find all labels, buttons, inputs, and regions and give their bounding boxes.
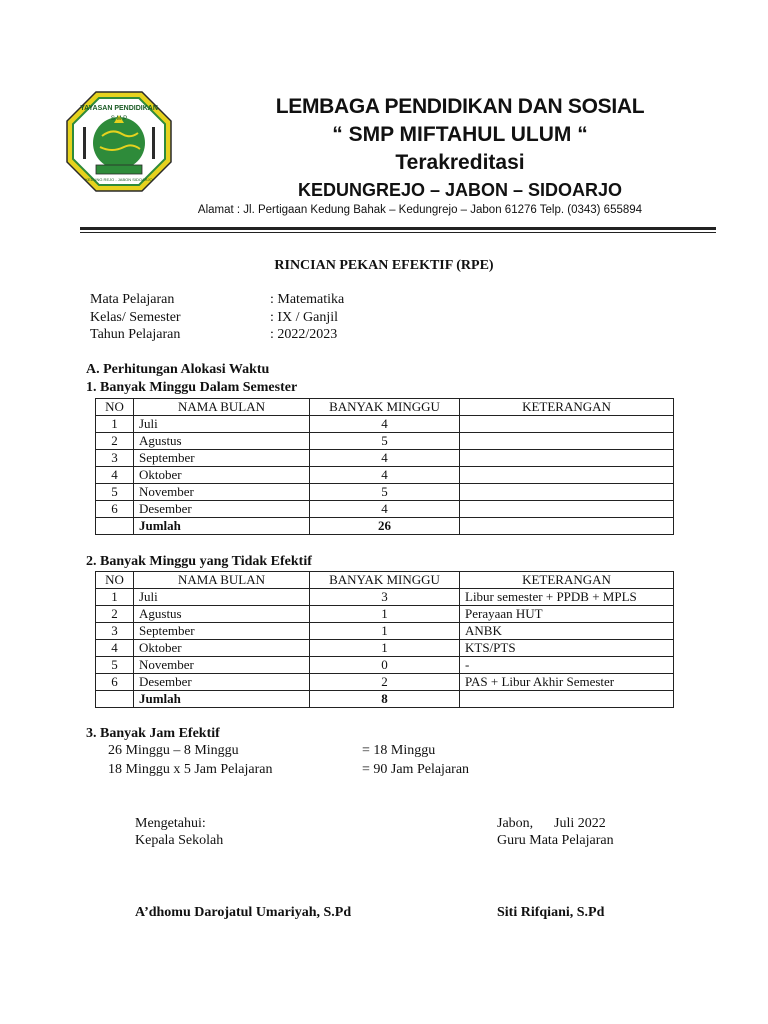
cell-notes bbox=[460, 433, 674, 450]
table-row bbox=[96, 674, 674, 691]
cell-month: Desember bbox=[134, 501, 310, 518]
acknowledged-label: Mengetahui: bbox=[135, 816, 206, 831]
cell-month: Oktober bbox=[134, 640, 310, 657]
calc-right: = 90 Jam Pelajaran bbox=[362, 762, 470, 777]
principal-title: Kepala Sekolah bbox=[135, 833, 224, 848]
teacher-title: Guru Mata Pelajaran bbox=[497, 833, 614, 848]
table-row bbox=[96, 467, 674, 484]
cell-no: 1 bbox=[96, 416, 134, 433]
table-row bbox=[96, 589, 674, 606]
cell-notes: PAS + Libur Akhir Semester bbox=[460, 674, 674, 691]
cell-notes bbox=[460, 484, 674, 501]
cell-notes: - bbox=[460, 657, 674, 674]
school-logo bbox=[66, 91, 172, 192]
cell-month: November bbox=[134, 657, 310, 674]
table-row bbox=[96, 623, 674, 640]
logo-text-mid: S M P bbox=[110, 116, 128, 122]
cell-month: Agustus bbox=[134, 606, 310, 623]
table-total-row bbox=[96, 691, 674, 708]
table-header-row bbox=[96, 399, 674, 416]
cell-no: 6 bbox=[96, 674, 134, 691]
cell-notes: ANBK bbox=[460, 623, 674, 640]
cell-weeks: 1 bbox=[310, 640, 460, 657]
table-total-row bbox=[96, 518, 674, 535]
total-label: Jumlah bbox=[134, 691, 310, 708]
section-1-heading: 1. Banyak Minggu Dalam Semester bbox=[86, 380, 298, 395]
document-title: RINCIAN PEKAN EFEKTIF (RPE) bbox=[274, 258, 494, 273]
cell-no bbox=[96, 691, 134, 708]
info-label: Kelas/ Semester bbox=[90, 310, 181, 325]
cell-weeks: 2 bbox=[310, 674, 460, 691]
table-row bbox=[96, 484, 674, 501]
cell-notes: Perayaan HUT bbox=[460, 606, 674, 623]
section-2-heading: 2. Banyak Minggu yang Tidak Efektif bbox=[86, 554, 312, 569]
address: Alamat : Jl. Pertigaan Kedung Bahak – Kedungrejo – Jabon 61276 Telp. (0343) 655894 bbox=[197, 204, 643, 216]
institution-name: LEMBAGA PENDIDIKAN DAN SOSIAL bbox=[275, 95, 645, 118]
header-weeks: BANYAK MINGGU bbox=[310, 572, 460, 589]
table-row bbox=[96, 501, 674, 518]
signing-date: Juli 2022 bbox=[554, 816, 606, 831]
info-label: Tahun Pelajaran bbox=[90, 327, 181, 342]
header-weeks: BANYAK MINGGU bbox=[310, 399, 460, 416]
cell-no: 3 bbox=[96, 450, 134, 467]
cell-weeks: 1 bbox=[310, 606, 460, 623]
cell-no: 2 bbox=[96, 433, 134, 450]
table-row bbox=[96, 657, 674, 674]
calc-right: = 18 Minggu bbox=[362, 743, 436, 758]
signing-place: Jabon, bbox=[497, 816, 534, 831]
table-non-effective-weeks bbox=[95, 571, 674, 708]
header-month: NAMA BULAN bbox=[134, 399, 310, 416]
principal-name: A’dhomu Darojatul Umariyah, S.Pd bbox=[135, 905, 352, 920]
cell-no: 1 bbox=[96, 589, 134, 606]
cell-notes bbox=[460, 501, 674, 518]
cell-no: 4 bbox=[96, 467, 134, 484]
cell-no: 5 bbox=[96, 484, 134, 501]
header-rule-thin bbox=[80, 232, 716, 233]
cell-weeks: 0 bbox=[310, 657, 460, 674]
cell-no: 5 bbox=[96, 657, 134, 674]
cell-notes bbox=[460, 416, 674, 433]
header-no: NO bbox=[96, 399, 134, 416]
header-no: NO bbox=[96, 572, 134, 589]
header-notes: KETERANGAN bbox=[460, 399, 674, 416]
section-3-heading: 3. Banyak Jam Efektif bbox=[86, 726, 220, 741]
total-label: Jumlah bbox=[134, 518, 310, 535]
table-effective-weeks bbox=[95, 398, 674, 535]
cell-month: September bbox=[134, 450, 310, 467]
table-row bbox=[96, 606, 674, 623]
cell-weeks: 1 bbox=[310, 623, 460, 640]
cell-no: 4 bbox=[96, 640, 134, 657]
table-row bbox=[96, 433, 674, 450]
header-month: NAMA BULAN bbox=[134, 572, 310, 589]
table-row bbox=[96, 416, 674, 433]
calc-left: 18 Minggu x 5 Jam Pelajaran bbox=[108, 762, 273, 777]
cell-notes: Libur semester + PPDB + MPLS bbox=[460, 589, 674, 606]
cell-month: Desember bbox=[134, 674, 310, 691]
cell-month: Oktober bbox=[134, 467, 310, 484]
calc-left: 26 Minggu – 8 Minggu bbox=[108, 743, 239, 758]
cell-weeks: 4 bbox=[310, 467, 460, 484]
cell-notes bbox=[460, 691, 674, 708]
header-rule-thick bbox=[80, 227, 716, 230]
total-value: 26 bbox=[310, 518, 460, 535]
table-row bbox=[96, 640, 674, 657]
cell-weeks: 4 bbox=[310, 416, 460, 433]
info-value: : Matematika bbox=[270, 292, 345, 307]
info-value: : IX / Ganjil bbox=[270, 310, 339, 325]
cell-weeks: 4 bbox=[310, 450, 460, 467]
info-value: : 2022/2023 bbox=[270, 327, 338, 342]
cell-no bbox=[96, 518, 134, 535]
logo-text-top: YAYASAN PENDIDIKAN bbox=[80, 105, 158, 112]
cell-notes: KTS/PTS bbox=[460, 640, 674, 657]
total-value: 8 bbox=[310, 691, 460, 708]
cell-notes bbox=[460, 450, 674, 467]
accreditation: Terakreditasi bbox=[395, 151, 525, 174]
cell-no: 6 bbox=[96, 501, 134, 518]
cell-weeks: 3 bbox=[310, 589, 460, 606]
teacher-name: Siti Rifqiani, S.Pd bbox=[497, 905, 605, 920]
logo-text-bottom: KEDUNG REJO - JABON SIDOARJO bbox=[85, 177, 153, 182]
table-row bbox=[96, 450, 674, 467]
cell-month: Agustus bbox=[134, 433, 310, 450]
cell-weeks: 5 bbox=[310, 484, 460, 501]
section-a-heading: A. Perhitungan Alokasi Waktu bbox=[86, 362, 270, 377]
school-name: “ SMP MIFTAHUL ULUM “ bbox=[332, 123, 588, 146]
cell-weeks: 4 bbox=[310, 501, 460, 518]
cell-month: November bbox=[134, 484, 310, 501]
cell-notes bbox=[460, 467, 674, 484]
header-notes: KETERANGAN bbox=[460, 572, 674, 589]
info-label: Mata Pelajaran bbox=[90, 292, 175, 307]
cell-notes bbox=[460, 518, 674, 535]
table-header-row bbox=[96, 572, 674, 589]
cell-month: Juli bbox=[134, 589, 310, 606]
location: KEDUNGREJO – JABON – SIDOARJO bbox=[297, 180, 623, 200]
cell-month: September bbox=[134, 623, 310, 640]
cell-no: 2 bbox=[96, 606, 134, 623]
cell-month: Juli bbox=[134, 416, 310, 433]
cell-no: 3 bbox=[96, 623, 134, 640]
cell-weeks: 5 bbox=[310, 433, 460, 450]
